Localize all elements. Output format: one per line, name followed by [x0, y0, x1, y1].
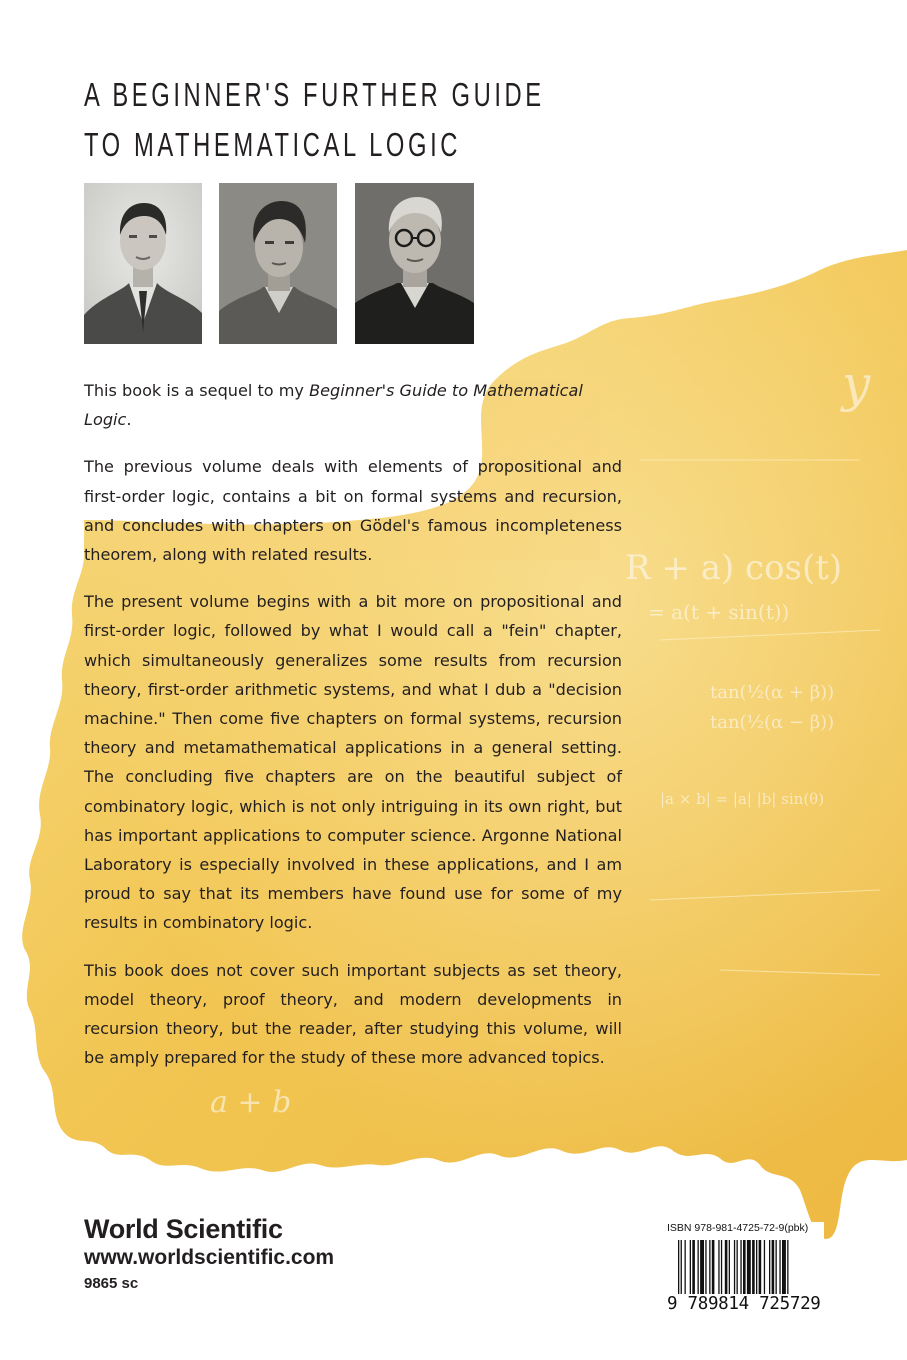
barcode-bar	[734, 1240, 735, 1294]
publisher-block	[84, 1213, 334, 1295]
blurb-intro-suffix: .	[126, 410, 132, 430]
blurb-paragraph-2: The previous volume deals with elements of propositional and first-order logic, contains a bit on formal systems and recursion, and concludes with chapters on Gödel's famous incompleteness theorem, along with related results.	[84, 457, 622, 565]
math-a-plus-b: a + b	[210, 1085, 292, 1120]
blurb-intro-prefix: This book is a sequel to my	[84, 381, 310, 400]
product-code: 9865 sc	[84, 1275, 139, 1292]
title-line-1: A BEGINNER'S FURTHER GUIDE	[84, 76, 545, 113]
barcode-bar	[678, 1240, 679, 1294]
barcode-bar	[685, 1240, 686, 1294]
barcode-bar	[747, 1240, 751, 1294]
math-y: y	[842, 355, 871, 413]
blurb-paragraph-3: The present volume begins with a bit more on propositional and first-order logic, followed by what I would call a "fein" chapter, which simultaneously generalizes some results from recursion theory, first-order arithmetic systems, and what I dub a "decision machine." Then come five chapters on formal systems, recursion theory and metamathematical applications in a general setting. The concluding five chapters are on the beautiful subject of combinatory logic, which is not only intriguing in its own right, but has important applications to computer science. Argonne National Laboratory is especially involved in these applications, and I am proud to say that its members have found use for some of my results in combinatory logic.	[84, 592, 622, 933]
barcode-bar	[756, 1240, 757, 1294]
barcode-bar	[769, 1240, 770, 1294]
barcode-bar	[705, 1240, 706, 1294]
barcode-bar	[787, 1240, 788, 1294]
barcode-bar	[740, 1240, 741, 1294]
book-title	[84, 70, 545, 170]
barcode-bar	[743, 1240, 746, 1294]
isbn-digits: 9 789814 725729	[667, 1294, 821, 1314]
barcode-bar	[681, 1240, 682, 1294]
isbn-label: ISBN 978-981-4725-72-9(pbk)	[667, 1222, 809, 1234]
publisher-url: www.worldscientific.com	[84, 1246, 335, 1269]
barcode-bar	[779, 1240, 780, 1294]
barcode-bar	[692, 1240, 695, 1294]
barcode-bar	[782, 1240, 786, 1294]
barcode-bar	[700, 1240, 704, 1294]
blurb-paragraph-4: This book does not cover such important subjects as set theory, model theory, proof theory, and modern developments in recursion theory, but the reader, after studying this volume, will be amply prepared for the study of these more advanced topics.	[84, 960, 622, 1068]
barcode-bar	[698, 1240, 699, 1294]
barcode-bar	[721, 1240, 722, 1294]
barcode-bar	[772, 1240, 775, 1294]
barcode-bar	[752, 1240, 755, 1294]
publisher-name: World Scientific	[84, 1214, 283, 1244]
portrait-photo-1	[84, 183, 202, 344]
barcode-bars	[664, 1240, 824, 1294]
math-cross-product: |a × b| = |a| |b| sin(θ)	[660, 790, 825, 808]
barcode-bar	[725, 1240, 728, 1294]
math-cos: R + a) cos(t)	[625, 548, 843, 588]
title-line-2: TO MATHEMATICAL LOGIC	[84, 126, 462, 163]
math-tan-2: tan(½(α − β))	[710, 712, 835, 733]
sequel-book-title: Beginner's Guide to Mathematical Logic	[84, 381, 583, 430]
barcode-bar	[764, 1240, 765, 1294]
math-sin: = a(t + sin(t))	[648, 600, 790, 624]
barcode-bar	[776, 1240, 777, 1294]
isbn-barcode	[664, 1222, 824, 1322]
math-tan-1: tan(½(α + β))	[710, 682, 835, 703]
barcode-bar	[709, 1240, 710, 1294]
portrait-photo-3	[355, 183, 474, 344]
barcode-bar	[737, 1240, 738, 1294]
blurb-intro	[84, 376, 622, 434]
barcode-bar	[729, 1240, 730, 1294]
barcode-bar	[759, 1240, 762, 1294]
back-cover-blurb	[84, 376, 622, 1090]
barcode-bar	[718, 1240, 719, 1294]
barcode-bar	[712, 1240, 715, 1294]
portrait-photo-2	[219, 183, 337, 344]
barcode-bar	[690, 1240, 691, 1294]
